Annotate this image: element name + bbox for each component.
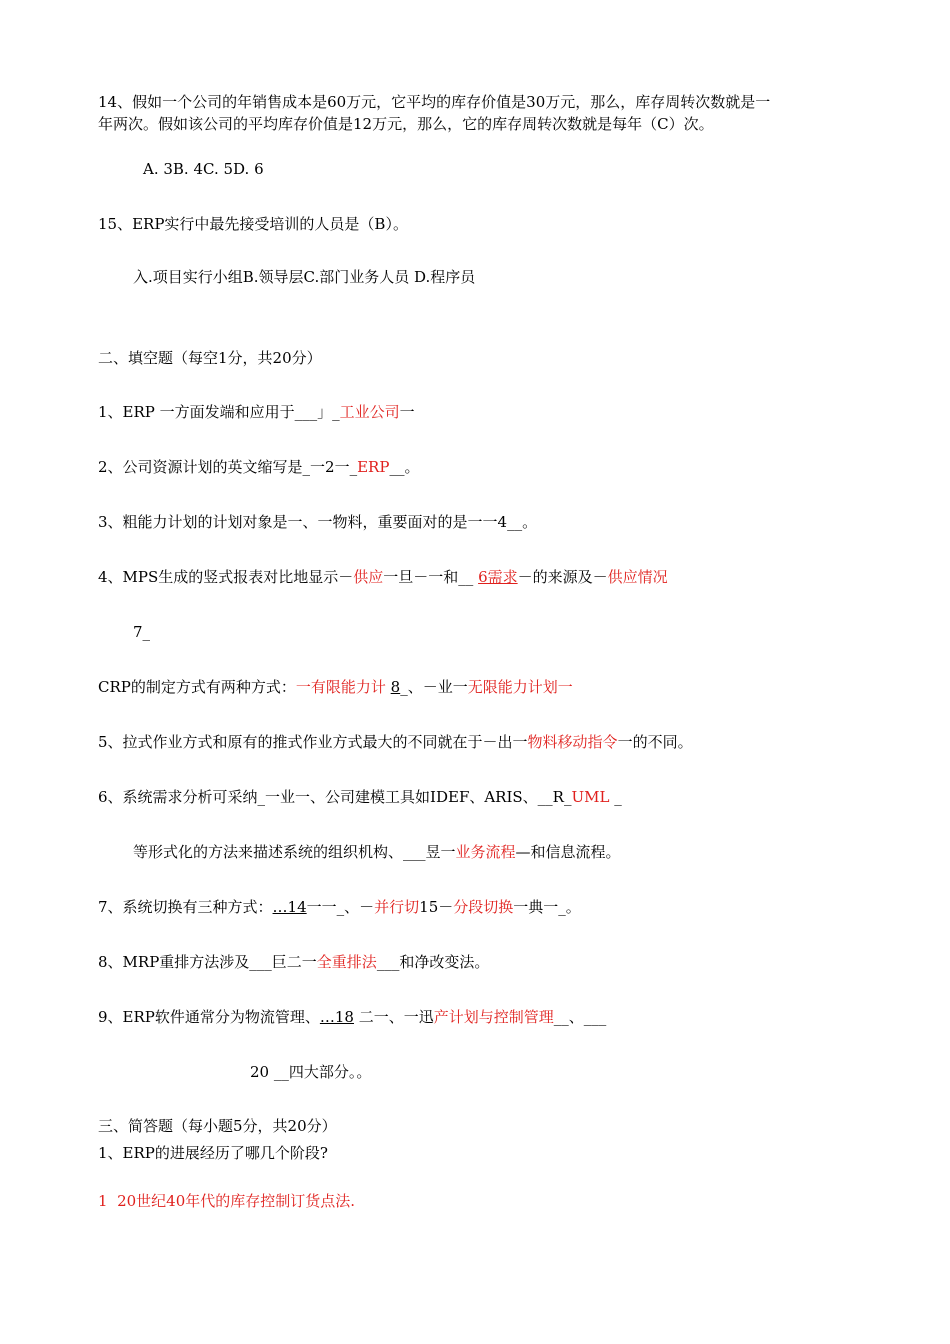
fill-7-answer-2: 分段切换	[453, 898, 514, 916]
fill-8-tail: ___和净改变法。	[376, 953, 490, 971]
fill-9	[98, 1006, 606, 1028]
fill-5-answer: 物料移动指令	[527, 733, 618, 751]
fill-4	[98, 566, 668, 588]
question-15-stem: 15、ERP实行中最先接受培训的人员是（B）。	[98, 215, 408, 233]
fill-6	[98, 786, 622, 808]
fill-6-tail: _	[609, 788, 622, 806]
fill-9-tail: __、___	[553, 1008, 607, 1026]
section-3-answer-1: 1 20世纪40年代的库存控制订货点法.	[98, 1192, 356, 1210]
fill-crp-number: 8	[390, 678, 401, 696]
section-2-title: 二、填空题（每空1分，共20分）	[98, 349, 322, 367]
fill-7-tail: 一典一_。	[513, 898, 581, 916]
fill-1-text: 1、ERP 一方面发端和应用于___」_	[98, 403, 340, 421]
fill-crp-mid: _、－业一	[400, 678, 468, 696]
question-15-options: 入.项目实行小组B.领导层C.部门业务人员 D.程序员	[133, 268, 476, 286]
fill-5-tail: 一的不同。	[617, 733, 693, 751]
fill-4-answer-1: 供应	[353, 568, 384, 586]
fill-6-continuation	[133, 841, 621, 863]
fill-crp-text: CRP的制定方式有两种方式：	[98, 678, 296, 696]
fill-4-answer-2: 6需求	[478, 568, 518, 586]
section-3-question-1: 1、ERP的进展经历了哪几个阶段?	[98, 1144, 328, 1162]
fill-1-tail: 一	[399, 403, 415, 421]
fill-6b-text: 等形式化的方法来描述系统的组织机构、___昱一	[133, 843, 456, 861]
question-14-line-2: 年两次。假如该公司的平均库存价值是12万元，那么，它的库存周转次数就是每年（C）次。	[98, 115, 714, 133]
section-3-title: 三、简答题（每小题5分，共20分）	[98, 1117, 337, 1135]
fill-2-answer: ERP	[357, 458, 390, 476]
fill-9-answer: 产计划与控制管理	[433, 1008, 554, 1026]
fill-7	[98, 896, 581, 918]
fill-4-continuation: 7_	[133, 623, 151, 641]
fill-7-answer-1: 并行切	[374, 898, 420, 916]
question-14-line-1: 14、假如一个公司的年销售成本是60万元，它平均的库存价值是30万元，那么，库存周转次数就是一	[98, 93, 771, 111]
fill-6-text: 6、系统需求分析可采纳_一业一、公司建模工具如IDEF、ARIS、__R_	[98, 788, 572, 806]
fill-7-text: 7、系统切换有三种方式：	[98, 898, 273, 916]
fill-7-mid-2: 15－	[419, 898, 454, 916]
fill-4-mid: 一旦－一和__	[383, 568, 479, 586]
fill-crp	[98, 676, 573, 698]
fill-1-answer: 工业公司	[339, 403, 400, 421]
fill-8-text: 8、MRP重排方法涉及___巨二一	[98, 953, 317, 971]
fill-crp-answer-1: 一有限能力计	[295, 678, 391, 696]
fill-4-mid-2: －的来源及－	[517, 568, 608, 586]
fill-6b-answer: 业务流程	[455, 843, 516, 861]
fill-6-answer: UML	[571, 788, 610, 806]
fill-8-answer: 全重排法	[316, 953, 377, 971]
fill-4-answer-3: 供应情况	[607, 568, 668, 586]
fill-9-number: …18	[319, 1008, 354, 1026]
fill-9-text: 9、ERP软件通常分为物流管理、	[98, 1008, 320, 1026]
fill-2-text: 2、公司资源计划的英文缩写是_一2一_	[98, 458, 358, 476]
fill-7-mid: 一一_、－	[306, 898, 375, 916]
fill-5	[98, 731, 693, 753]
fill-9-mid: 二一、一迅	[353, 1008, 434, 1026]
fill-2	[98, 456, 419, 478]
fill-2-tail: __。	[389, 458, 420, 476]
fill-crp-answer-2: 无限能力计划一	[467, 678, 573, 696]
fill-6b-tail: —和信息流程。	[515, 843, 621, 861]
fill-3: 3、粗能力计划的计划对象是一、一物料，重要面对的是一一4__。	[98, 513, 538, 531]
fill-7-number: …14	[272, 898, 307, 916]
fill-4-text: 4、MPS生成的竖式报表对比地显示－	[98, 568, 354, 586]
question-14-options: A. 3B. 4C. 5D. 6	[143, 160, 264, 178]
fill-8	[98, 951, 489, 973]
fill-1	[98, 401, 415, 423]
fill-5-text: 5、拉式作业方式和原有的推式作业方式最大的不同就在于－出一	[98, 733, 528, 751]
fill-9-continuation: 20 __四大部分。。	[250, 1063, 372, 1081]
